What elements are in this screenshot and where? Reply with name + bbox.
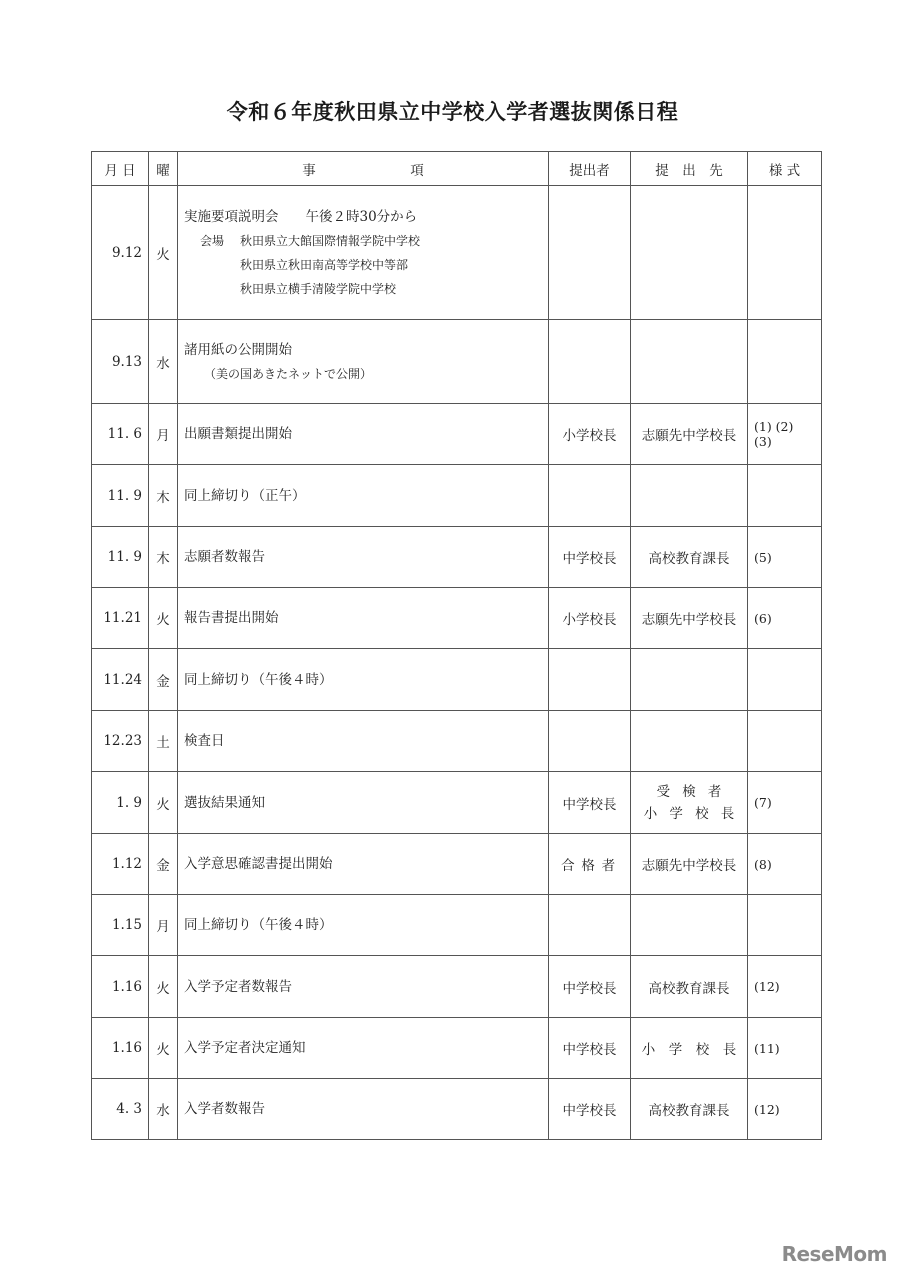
- row-submitter: [549, 711, 631, 772]
- row-form: (5): [748, 527, 822, 588]
- row-destination: [631, 320, 748, 404]
- row-destination: 高校教育課長: [631, 956, 748, 1018]
- row-destination: [631, 649, 748, 711]
- table-row: [92, 320, 822, 404]
- venue-name: 秋田県立横手清陵学院中学校: [240, 281, 397, 296]
- row-day: 水: [149, 320, 178, 404]
- row-date: 1.12: [92, 834, 149, 895]
- row-date: 1. 9: [92, 772, 149, 834]
- table-row: [92, 588, 822, 649]
- table-row: [92, 1018, 822, 1079]
- header-destination: 提 出 先: [631, 152, 748, 186]
- row-form: [748, 186, 822, 320]
- table-row: [92, 1079, 822, 1140]
- row-date: 9.13: [92, 320, 149, 404]
- row-date: 9.12: [92, 186, 149, 320]
- row-item: 志願者数報告: [178, 527, 549, 588]
- venue-name: 秋田県立大館国際情報学院中学校: [240, 233, 421, 248]
- row-item: 同上締切り（午後４時）: [178, 895, 549, 956]
- row-submitter: 中学校長: [549, 527, 631, 588]
- table-row: [92, 895, 822, 956]
- row-day: 月: [149, 895, 178, 956]
- row-item: 入学予定者数報告: [178, 956, 549, 1018]
- row-form: [748, 320, 822, 404]
- header-submitter: 提出者: [549, 152, 631, 186]
- table-row: [92, 649, 822, 711]
- row-form: (8): [748, 834, 822, 895]
- row-submitter: 中学校長: [549, 956, 631, 1018]
- header-date: 月 日: [92, 152, 149, 186]
- row-submitter: 中学校長: [549, 1018, 631, 1079]
- venue-label: 会場: [200, 233, 225, 248]
- header-day: 曜: [149, 152, 178, 186]
- row-item-title: 諸用紙の公開開始: [184, 341, 292, 358]
- row-date: 1.16: [92, 956, 149, 1018]
- row-date: 1.15: [92, 895, 149, 956]
- row-destination: [631, 186, 748, 320]
- row-item-note: （美の国あきたネットで公開）: [204, 366, 373, 381]
- row-item: 同上締切り（正午）: [178, 465, 549, 527]
- document-title: 令和６年度秋田県立中学校入学者選抜関係日程: [226, 99, 679, 124]
- row-day: 火: [149, 1018, 178, 1079]
- row-submitter: 中学校長: [549, 772, 631, 834]
- row-item: 同上締切り（午後４時）: [178, 649, 549, 711]
- row-submitter: 中学校長: [549, 1079, 631, 1140]
- row-form: [748, 895, 822, 956]
- table-row: [92, 404, 822, 465]
- row-date: 1.16: [92, 1018, 149, 1079]
- row-date: 12.23: [92, 711, 149, 772]
- row-day: 木: [149, 465, 178, 527]
- row-submitter: [549, 895, 631, 956]
- row-day: 金: [149, 834, 178, 895]
- header-item: 事 項: [178, 152, 549, 186]
- row-destination: 志願先中学校長: [631, 588, 748, 649]
- row-form: [748, 465, 822, 527]
- destination-line: 受検者: [656, 783, 734, 800]
- row-item: 報告書提出開始: [178, 588, 549, 649]
- row-destination: [631, 772, 748, 834]
- table-row: [92, 711, 822, 772]
- row-submitter: [549, 649, 631, 711]
- row-form: (1) (2) (3): [748, 404, 822, 465]
- row-submitter: 小学校長: [549, 588, 631, 649]
- row-form: (12): [748, 1079, 822, 1140]
- row-item-title: 実施要項説明会 午後２時30分から: [184, 208, 418, 225]
- row-form: [748, 649, 822, 711]
- row-destination: 高校教育課長: [631, 1079, 748, 1140]
- table-row: [92, 465, 822, 527]
- row-submitter: 小学校長: [549, 404, 631, 465]
- row-date: 11.24: [92, 649, 149, 711]
- schedule-table: [91, 151, 822, 1140]
- table-row: [92, 956, 822, 1018]
- venue-name: 秋田県立秋田南高等学校中等部: [240, 257, 409, 272]
- row-item: 検査日: [178, 711, 549, 772]
- row-day: 火: [149, 956, 178, 1018]
- row-form: (11): [748, 1018, 822, 1079]
- row-date: 11. 9: [92, 465, 149, 527]
- row-submitter: [549, 186, 631, 320]
- row-item: [178, 320, 549, 404]
- table-row: [92, 186, 822, 320]
- table-header-row: [92, 152, 822, 186]
- row-day: 土: [149, 711, 178, 772]
- row-item: 入学意思確認書提出開始: [178, 834, 549, 895]
- row-date: 4. 3: [92, 1079, 149, 1140]
- header-form: 様 式: [748, 152, 822, 186]
- row-form: (12): [748, 956, 822, 1018]
- row-destination: 志願先中学校長: [631, 404, 748, 465]
- table-row: [92, 527, 822, 588]
- resemom-watermark-logo: ReseMom: [781, 1242, 887, 1266]
- row-form: [748, 711, 822, 772]
- row-date: 11. 6: [92, 404, 149, 465]
- table-row: [92, 834, 822, 895]
- row-day: 火: [149, 588, 178, 649]
- row-item: 選抜結果通知: [178, 772, 549, 834]
- row-date: 11. 9: [92, 527, 149, 588]
- row-form: (6): [748, 588, 822, 649]
- row-item: 出願書類提出開始: [178, 404, 549, 465]
- destination-line: 小学校長: [643, 805, 747, 822]
- row-destination: [631, 711, 748, 772]
- row-submitter: [549, 465, 631, 527]
- row-destination: 小 学 校 長: [631, 1018, 748, 1079]
- row-item: [178, 186, 549, 320]
- row-day: 水: [149, 1079, 178, 1140]
- table-row: [92, 772, 822, 834]
- row-day: 金: [149, 649, 178, 711]
- row-date: 11.21: [92, 588, 149, 649]
- row-destination: [631, 895, 748, 956]
- row-item: 入学者数報告: [178, 1079, 549, 1140]
- row-day: 月: [149, 404, 178, 465]
- row-day: 木: [149, 527, 178, 588]
- row-day: 火: [149, 186, 178, 320]
- row-destination: [631, 465, 748, 527]
- venue-list: [184, 229, 542, 301]
- row-destination: 高校教育課長: [631, 527, 748, 588]
- row-submitter: 合格者: [549, 834, 631, 895]
- row-destination: 志願先中学校長: [631, 834, 748, 895]
- row-item: 入学予定者決定通知: [178, 1018, 549, 1079]
- row-submitter: [549, 320, 631, 404]
- row-form: (7): [748, 772, 822, 834]
- row-day: 火: [149, 772, 178, 834]
